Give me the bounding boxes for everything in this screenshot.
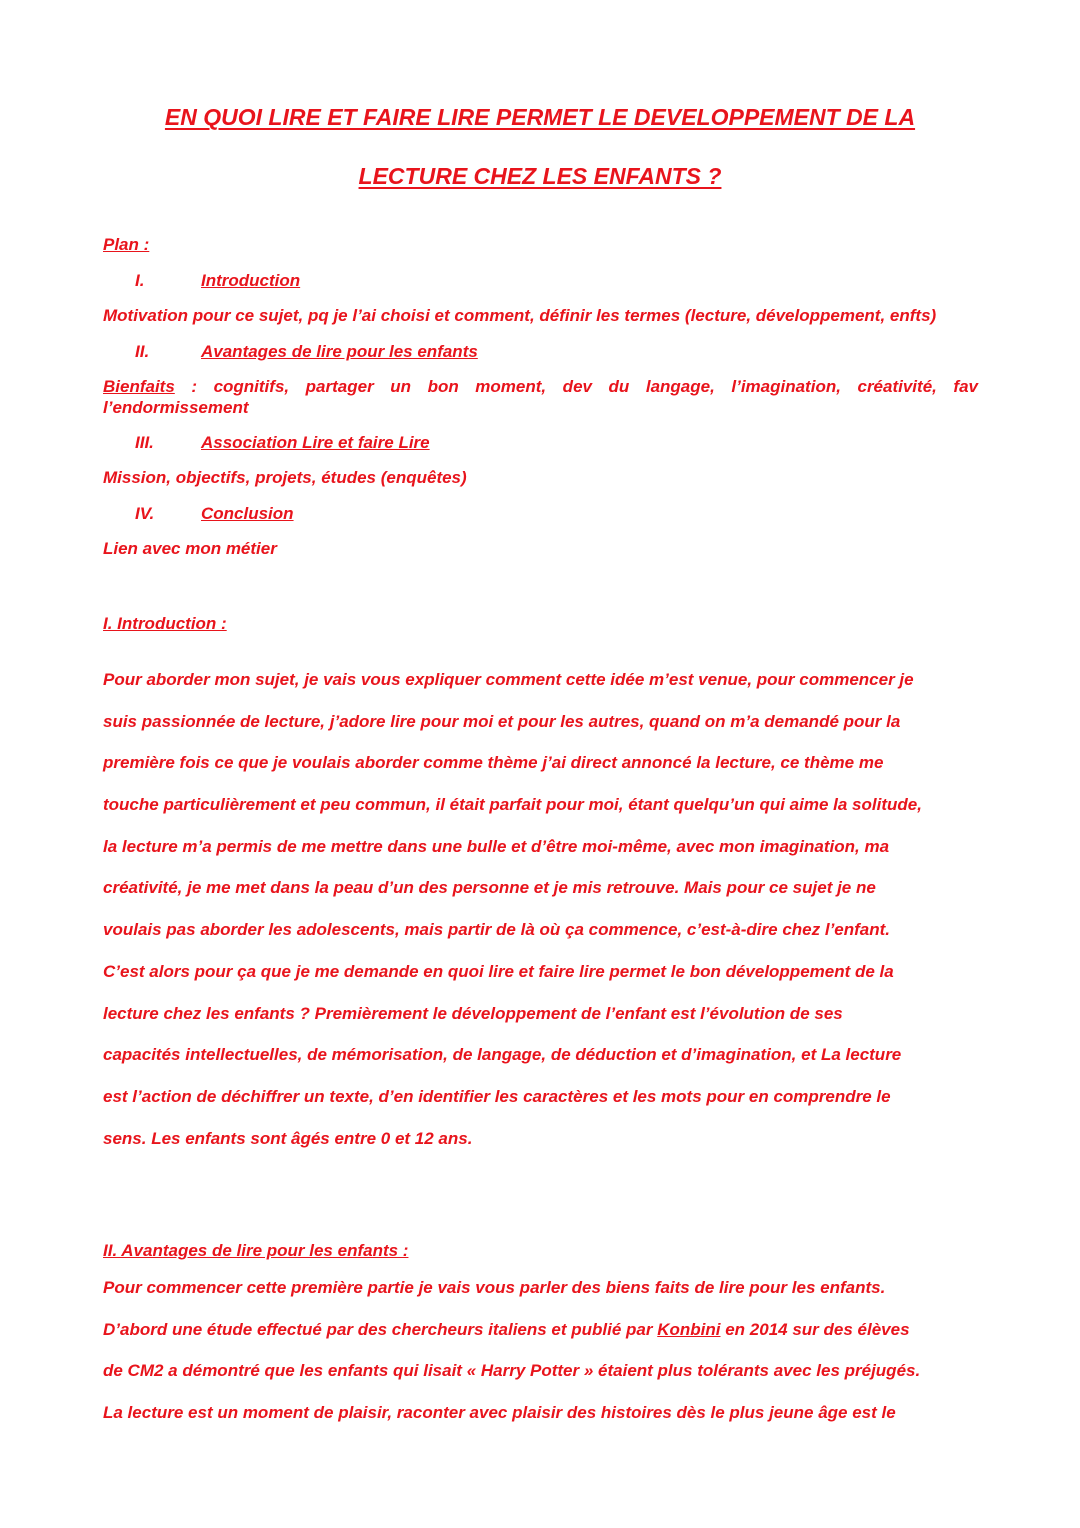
- section-1-paragraph: [103, 659, 983, 1159]
- paragraph-line: la lecture m’a permis de me mettre dans une bulle et d’être moi-même, avec mon imagination, ma: [103, 836, 890, 856]
- paragraph-line: Pour commencer cette première partie je vais vous parler des biens faits de lire pour les enfants.: [103, 1278, 886, 1297]
- plan-item-3-title: Association Lire et faire Lire: [201, 433, 430, 452]
- paragraph-line: créativité, je me met dans la peau d’un des personne et je mis retrouve. Mais pour ce sujet je ne: [103, 878, 876, 898]
- bienfaits-text: : cognitifs, partager un bon moment, dev du langage, l’imagination, créativité, fav l’endormissement: [103, 377, 978, 417]
- paragraph-line: Pour aborder mon sujet, je vais vous expliquer comment cette idée m’est venue, pour commencer je: [103, 670, 914, 689]
- paragraph-line: [103, 1309, 983, 1351]
- paragraph-line: est l’action de déchiffrer un texte, d’en identifier les caractères et les mots pour en comprendre le: [103, 1086, 891, 1106]
- plan-item-1-description: Motivation pour ce sujet, pq je l’ai choisi et comment, définir les termes (lecture, développement, enfts): [103, 306, 937, 325]
- plan-item-3-description: Mission, objectifs, projets, études (enquêtes): [103, 468, 467, 487]
- line-text: en 2014 sur des élèves: [720, 1319, 910, 1339]
- plan-item-2-numeral: II.: [135, 342, 150, 361]
- plan-item-2-description: [103, 376, 978, 418]
- konbini-link[interactable]: Konbini: [657, 1319, 721, 1339]
- paragraph-line: C’est alors pour ça que je me demande en quoi lire et faire lire permet le bon développement de la: [103, 961, 894, 981]
- paragraph-line: voulais pas aborder les adolescents, mais partir de là où ça commence, c’est-à-dire chez l’enfant.: [103, 920, 891, 940]
- plan-item-2-title: Avantages de lire pour les enfants: [201, 342, 478, 361]
- section-2-paragraph: [103, 1267, 983, 1434]
- line-text: D’abord une étude effectué par des chercheurs italiens et publié par: [103, 1319, 658, 1339]
- paragraph-line: touche particulièrement et peu commun, il était parfait pour moi, étant quelqu’un qui aime la solitude,: [103, 795, 922, 815]
- bienfaits-label: Bienfaits: [103, 377, 175, 396]
- plan-label: Plan :: [103, 235, 150, 254]
- paragraph-line: capacités intellectuelles, de mémorisation, de langage, de déduction et d’imagination, et La lecture: [103, 1045, 902, 1065]
- paragraph-line: suis passionnée de lecture, j’adore lire pour moi et pour les autres, quand on m’a demandé pour la: [103, 711, 901, 731]
- plan-item-4-numeral: IV.: [135, 504, 155, 523]
- document-title-line-1: EN QUOI LIRE ET FAIRE LIRE PERMET LE DEVELOPPEMENT DE LA: [164, 104, 916, 130]
- plan-item-1-numeral: I.: [135, 271, 145, 290]
- paragraph-line: de CM2 a démontré que les enfants qui lisait « Harry Potter » étaient plus tolérants avec les préjugés.: [103, 1361, 921, 1381]
- paragraph-line: sens. Les enfants sont âgés entre 0 et 12 ans.: [103, 1128, 473, 1148]
- section-2-heading: II. Avantages de lire pour les enfants :: [103, 1241, 409, 1260]
- plan-item-4-title: Conclusion: [201, 504, 294, 523]
- plan-item-3-numeral: III.: [135, 433, 154, 452]
- paragraph-line: première fois ce que je voulais aborder comme thème j’ai direct annoncé la lecture, ce thème me: [103, 753, 884, 773]
- plan-item-4-description: Lien avec mon métier: [103, 539, 277, 558]
- section-1-heading: I. Introduction :: [103, 614, 227, 633]
- document-title-line-2: LECTURE CHEZ LES ENFANTS ?: [358, 163, 722, 189]
- plan-item-1-title: Introduction: [201, 271, 301, 290]
- paragraph-line: lecture chez les enfants ? Premièrement le développement de l’enfant est l’évolution de ses: [103, 1003, 843, 1023]
- paragraph-line: La lecture est un moment de plaisir, raconter avec plaisir des histoires dès le plus jeune âge est le: [103, 1403, 896, 1423]
